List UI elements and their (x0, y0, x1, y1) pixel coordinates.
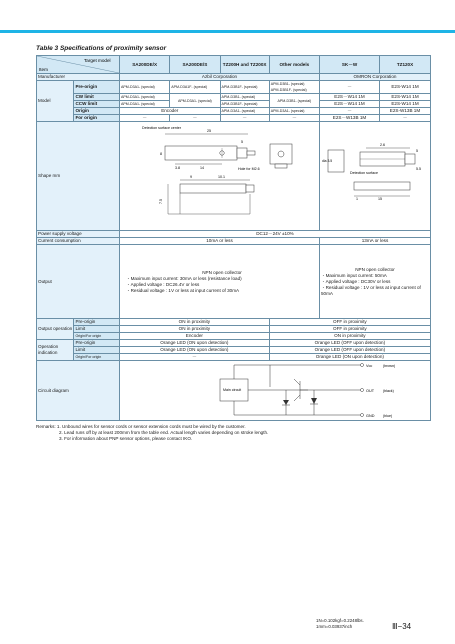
svg-text:25: 25 (207, 129, 211, 133)
cell: Orange LED (ON upon detection) (120, 340, 270, 347)
svg-text:3.8: 3.8 (175, 166, 180, 170)
cell: OFF in proximity (269, 326, 430, 333)
corner-diagonal (37, 56, 119, 73)
output-omron: NPN open collector ・Maximum input current: 50mA ・Applied voltage : DC30V or less ・Residual voltage : 1V or less at input current of 50mA (320, 245, 431, 319)
row-label: Origin/For origin (74, 354, 120, 361)
col-header-skw: SK－W (320, 56, 380, 74)
cell: Encoder (120, 108, 221, 115)
cell: APM-D3B1- (special) (220, 94, 269, 101)
cell: APM-D3B1- (special) APM-D3B1F- (special) (269, 81, 319, 94)
current-azbil: 10mA or less (120, 238, 320, 245)
cell: APM-D3B1F- (special) (220, 81, 269, 94)
cell: E2S－W14 1M (320, 101, 380, 108)
svg-text:dia 3.5: dia 3.5 (322, 159, 333, 163)
sensor-drawing-omron (320, 122, 430, 230)
svg-text:Vcc: Vcc (366, 364, 373, 368)
svg-text:Main circuit: Main circuit (223, 388, 242, 392)
svg-text:14: 14 (200, 166, 204, 170)
sensor-drawing-azbil (120, 122, 319, 230)
cell: APM-D3A1F- (special) (170, 81, 220, 94)
cell: ON in proximity (120, 319, 270, 326)
svg-text:5.5: 5.5 (416, 167, 421, 171)
cell: E2S-W14 1M (380, 81, 431, 94)
cell: OFF in proximity (269, 319, 430, 326)
svg-text:(blue): (blue) (383, 414, 393, 418)
cell: Encoder (120, 333, 270, 340)
cell: E2S-W14 1M (380, 94, 431, 101)
row-label-origin: Origin (74, 108, 120, 115)
cell: － (320, 108, 380, 115)
manufacturer-azbil: Azbil Corporation (120, 74, 320, 81)
remarks (36, 424, 268, 443)
svg-text:Detection surface: Detection surface (350, 171, 378, 175)
cell: E2S－W14 1M (320, 94, 380, 101)
remark-3: 3. For information about PNP sensor options, please contact IKO. (59, 436, 193, 442)
cell: APM-D3B1F- (special) (220, 101, 269, 108)
cell: APM-D3A1- (special) (120, 101, 170, 108)
row-label-pre-origin: Pre-origin (74, 81, 120, 94)
spec-table (36, 55, 431, 421)
row-label-for-origin: For origin (74, 115, 120, 122)
table-title: Table 3 Specifications of proximity sensor (36, 45, 167, 52)
cell: － (220, 115, 269, 122)
col-header-sa200des: SA200DE/S (170, 56, 220, 74)
power-label: Power supply voltage (37, 231, 120, 238)
circuit-label: Circuit diagram (37, 361, 120, 421)
cell: － (269, 115, 319, 122)
circuit-diagram-cell (120, 361, 431, 421)
output-label: Output (37, 245, 120, 319)
current-label: Current consumption (37, 238, 120, 245)
svg-text:(brown): (brown) (383, 364, 396, 368)
row-label: Origin/For origin (74, 333, 120, 340)
target-model-label: Target model (84, 58, 111, 63)
cell: APM-D3A1- (special) (120, 81, 170, 94)
cell: Orange LED (ON upon detection) (120, 347, 270, 354)
svg-text:Detection surface center: Detection surface center (142, 126, 181, 130)
svg-text:8: 8 (160, 152, 162, 156)
cell: E2S-W13B 1M (380, 108, 431, 115)
svg-text:GND: GND (366, 414, 375, 418)
cell: APM-D3A1- (special) (120, 94, 170, 101)
cell: － (120, 115, 170, 122)
cell: ON in proximity (120, 326, 270, 333)
remark-1: Remarks: 1. Unbound wires for sensor cords or sensor extension cords must be wired by the customer. (36, 424, 246, 429)
shape-drawing-azbil (120, 122, 320, 231)
model-label: Model (37, 81, 74, 122)
svg-text:5: 5 (241, 140, 243, 144)
shape-drawing-omron (320, 122, 431, 231)
item-label: Item (39, 67, 48, 72)
accent-stripe (0, 30, 455, 33)
manufacturer-label: Manufacturer (37, 74, 120, 81)
cell: － (120, 354, 270, 361)
cell: E2S－W13B 1M (320, 115, 380, 122)
col-header-tz200h: TZ200H and TZ200X (220, 56, 269, 74)
cell: E2S-W14 1M (380, 101, 431, 108)
output-azbil: NPN open collector ・Maximum input current: 30mA or less (resistance load) ・Applied voltage : DC26.4V or less ・Residual voltage : 1V or less at input current of 30mA (120, 245, 320, 319)
svg-text:2.6: 2.6 (380, 143, 385, 147)
row-label: Pre-origin (74, 340, 120, 347)
svg-text:10.1: 10.1 (218, 175, 225, 179)
unit-conversion-note: 1N=0.102kgf=0.2248lbs. 1mm=0.03937inch (316, 618, 364, 629)
cell: APM-D3A1- (special) (269, 108, 319, 115)
cell: － (320, 81, 380, 94)
shape-label: Shape mm (37, 122, 120, 231)
manufacturer-omron: OMRON Corporation (320, 74, 431, 81)
row-label-cw-limit: CW limit (74, 94, 120, 101)
cell: APM-D3A1- (special) (170, 94, 220, 108)
operation-indication-label: Operation indication (37, 340, 74, 361)
current-omron: 13mA or less (320, 238, 431, 245)
col-header-other: Other models (269, 56, 319, 74)
output-operation-label: Output operation (37, 319, 74, 340)
cell: APM-D3B1- (special) (269, 94, 319, 108)
svg-text:1: 1 (356, 197, 358, 201)
svg-text:15: 15 (378, 197, 382, 201)
row-label: Limit (74, 347, 120, 354)
cell: － (380, 115, 431, 122)
col-header-tz120x: TZ120X (380, 56, 431, 74)
svg-text:5: 5 (416, 149, 418, 153)
cell: Orange LED (ON upon detection) (269, 354, 430, 361)
power-value: DC12－24V ±10% (120, 231, 431, 238)
row-label-ccw-limit: CCW limit (74, 101, 120, 108)
row-label: Limit (74, 326, 120, 333)
row-label: Pre-origin (74, 319, 120, 326)
svg-text:9: 9 (190, 175, 192, 179)
svg-text:OUT: OUT (366, 389, 375, 393)
page-number: Ⅲ−34 (392, 622, 412, 631)
svg-text:Hole for M2.6: Hole for M2.6 (238, 167, 260, 171)
remark-2: 2. Lead runs off by at least 200mm from the table end. Actual length varies depending on stroke length. (59, 430, 269, 436)
circuit-diagram (120, 361, 428, 420)
svg-text:(black): (black) (383, 389, 394, 393)
cell: Orange LED (OFF upon detection) (269, 347, 430, 354)
cell: Orange LED (OFF upon detection) (269, 340, 430, 347)
col-header-sa200dex: SA200DE/X (120, 56, 170, 74)
svg-text:7.5: 7.5 (159, 199, 163, 204)
cell: ON in proximity (269, 333, 430, 340)
corner-header-cell (37, 56, 120, 74)
cell: APM-D3A1- (special) (220, 108, 269, 115)
cell: － (170, 115, 220, 122)
